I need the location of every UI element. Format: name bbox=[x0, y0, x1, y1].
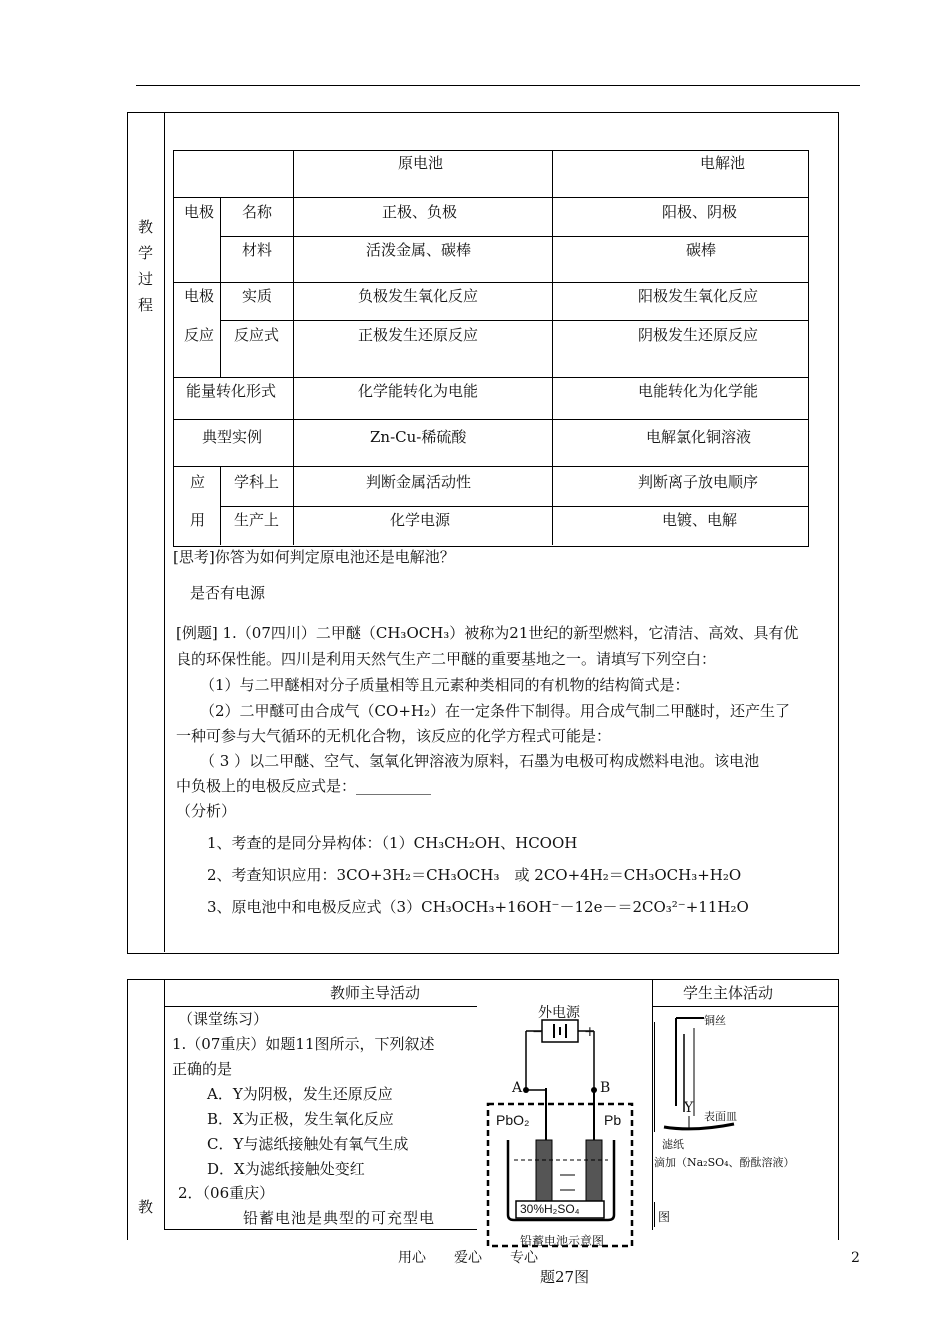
row-key: 材料 bbox=[242, 241, 273, 259]
row-key: 名称 bbox=[242, 203, 273, 221]
pbo2-label: PbO₂ bbox=[496, 1112, 530, 1128]
option-c: C．Y与滤纸接触处有氧气生成 bbox=[207, 1135, 409, 1153]
row-key: 能量转化形式 bbox=[186, 382, 277, 400]
side-label-teach: 教 bbox=[138, 1198, 154, 1216]
option-d: D．X为滤纸接触处变红 bbox=[207, 1160, 365, 1178]
question-2a: （2）二甲醚可由合成气（CO+H₂）在一定条件下制得。用合成气制二甲醚时，还产生了 bbox=[200, 702, 790, 720]
analysis-2: 2、考查知识应用：3CO+3H₂＝CH₃OCH₃ 或 2CO+4H₂＝CH₃OCH₃+H₂O bbox=[207, 866, 742, 884]
row-b: 电能转化为化学能 bbox=[638, 382, 759, 400]
question-3a: （ 3 ）以二甲醚、空气、氢氧化钾溶液为原料，石墨为电极可构成燃料电池。该电池 bbox=[200, 752, 760, 770]
footer-motto: 用心 爱心 专心 bbox=[398, 1250, 538, 1266]
group-application: 应 bbox=[190, 473, 206, 491]
group-reaction: 反应 bbox=[184, 326, 215, 344]
row-b: 电镀、电解 bbox=[662, 511, 738, 529]
electrode-b-label: B bbox=[600, 1080, 611, 1096]
row-a: 正极、负极 bbox=[382, 203, 458, 221]
dish-label: 表面皿 bbox=[704, 1110, 737, 1123]
filter-paper-diagram bbox=[654, 1012, 834, 1232]
group-electrode: 电极 bbox=[184, 287, 215, 305]
power-source-label: 外电源 bbox=[538, 1005, 580, 1021]
figure-number: 题27图 bbox=[540, 1268, 590, 1286]
row-a: 负极发生氧化反应 bbox=[358, 287, 479, 305]
row-b: 电解氯化铜溶液 bbox=[646, 428, 752, 446]
header-galvanic: 原电池 bbox=[398, 154, 444, 172]
terminal-minus: − bbox=[532, 1024, 544, 1040]
row-key: 实质 bbox=[242, 287, 273, 305]
question-2b: 一种可参与大气循环的无机化合物，该反应的化学方程式可能是： bbox=[176, 727, 612, 745]
row-a: 化学能转化为电能 bbox=[358, 382, 479, 400]
practice-heading: （课堂练习） bbox=[178, 1010, 269, 1028]
group-application: 用 bbox=[190, 511, 206, 529]
option-b: B．X为正极，发生氧化反应 bbox=[207, 1110, 394, 1128]
practice-q1b: 正确的是 bbox=[172, 1060, 233, 1078]
electrode-a-label: A bbox=[512, 1080, 523, 1096]
row-b: 阴极发生还原反应 bbox=[638, 326, 759, 344]
teacher-activity-header: 教师主导活动 bbox=[330, 984, 421, 1002]
outer-divider bbox=[164, 112, 165, 952]
filter-paper-label: 滤纸 bbox=[662, 1138, 684, 1151]
row-b: 碳棒 bbox=[686, 241, 717, 259]
group-electrode: 电极 bbox=[184, 203, 215, 221]
row-key: 典型实例 bbox=[202, 428, 263, 446]
analysis-1: 1、考查的是同分异构体：（1）CH₃CH₂OH、HCOOH bbox=[207, 834, 578, 852]
analysis-3: 3、原电池中和电极反应式（3）CH₃OCH₃+16OH⁻－12e－＝2CO₃²⁻+11H₂O bbox=[207, 898, 749, 916]
page-number: 2 bbox=[851, 1250, 860, 1266]
pb-label: Pb bbox=[604, 1112, 622, 1128]
filter-paper-figure bbox=[654, 1012, 834, 1232]
think-question: [思考]你答为如何判定原电池还是电解池？ bbox=[173, 548, 455, 566]
row-a: 化学电源 bbox=[390, 511, 451, 529]
header-electrolytic: 电解池 bbox=[700, 154, 746, 172]
battery-figure bbox=[480, 1000, 650, 1250]
student-activity-header: 学生主体活动 bbox=[683, 984, 774, 1002]
drop-solution-label: 滴加（Na₂SO₄、酚酞溶液） bbox=[654, 1156, 795, 1169]
side-label-2: 学 bbox=[138, 244, 154, 262]
example-line-2: 良的环保性能。四川是利用天然气生产二甲醚的重要基地之一。请填写下列空白： bbox=[176, 650, 717, 668]
practice-q1a: 1.（07重庆）如题11图所示，下列叙述 bbox=[172, 1035, 435, 1053]
row-key: 生产上 bbox=[234, 511, 280, 529]
row-b: 判断离子放电顺序 bbox=[638, 473, 759, 491]
copper-wire-label: 铜丝 bbox=[704, 1014, 726, 1027]
row-a: 正极发生还原反应 bbox=[358, 326, 479, 344]
row-a: 活泼金属、碳棒 bbox=[366, 241, 472, 259]
row-b: 阳极、阴极 bbox=[662, 203, 738, 221]
practice-q2: 2．（06重庆） bbox=[178, 1184, 275, 1202]
side-label-1: 教 bbox=[138, 218, 154, 236]
side-label-3: 过 bbox=[138, 270, 154, 288]
side-label-4: 程 bbox=[138, 296, 154, 314]
electrode-y-label: Y bbox=[684, 1100, 694, 1116]
question-1: （1）与二甲醚相对分子质量相等且元素种类相同的有机物的结构简式是： bbox=[200, 676, 690, 694]
row-b: 阳极发生氧化反应 bbox=[638, 287, 759, 305]
practice-q2b: 铅蓄电池是典型的可充型电 bbox=[243, 1209, 436, 1227]
option-a: A．Y为阴极，发生还原反应 bbox=[207, 1085, 393, 1103]
example-line-1: [例题] 1.（07四川）二甲醚（CH₃OCH₃）被称为21世纪的新型燃料，它清洁、高效、具有优 bbox=[176, 624, 799, 642]
terminal-plus: + bbox=[584, 1024, 596, 1040]
think-answer: 是否有电源 bbox=[190, 584, 266, 602]
fig-char-label: 图 bbox=[658, 1210, 671, 1224]
question-3b: 中负极上的电极反应式是：__________ bbox=[176, 777, 432, 795]
analysis-heading: （分析） bbox=[176, 802, 237, 820]
acid-label: 30%H₂SO₄ bbox=[520, 1202, 580, 1216]
row-key: 反应式 bbox=[234, 326, 280, 344]
battery-caption: 铅蓄电池示意图 bbox=[520, 1234, 605, 1248]
row-a: Zn-Cu-稀硫酸 bbox=[370, 428, 467, 446]
header-rule bbox=[136, 85, 860, 86]
row-a: 判断金属活动性 bbox=[366, 473, 472, 491]
row-key: 学科上 bbox=[234, 473, 280, 491]
